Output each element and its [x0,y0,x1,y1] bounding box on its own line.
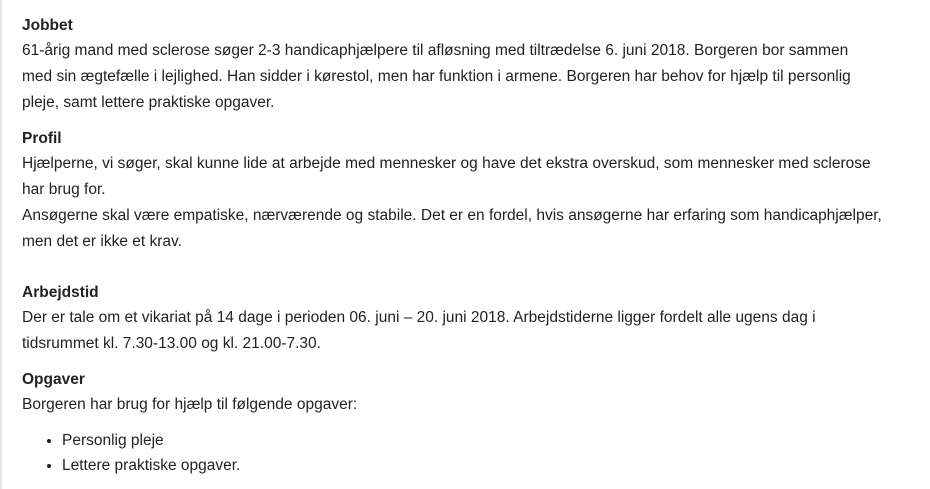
text-line: Ansøgerne skal være empatiske, nærværende og stabile. Det er en fordel, hvis ansøgerne har erfaring som handicaphjælper, [22,207,882,224]
section-profil [22,127,922,281]
list-item: • Lettere praktiske opgaver. [62,453,922,478]
section-heading: Arbejdstid [22,284,99,301]
text-line: Der er tale om et vikariat på 14 dage i perioden 06. juni – 20. juni 2018. Arbejdstiderne ligger fordelt alle ugens dag i [22,309,816,326]
section-heading: Opgaver [22,371,85,388]
task-list [22,428,922,478]
text-line: har brug for. [22,181,106,198]
job-description [22,14,922,489]
text-line: med sin ægtefælle i lejlighed. Han sidder i kørestol, men har funktion i armene. Borgeren har behov for hjælp til personlig [22,68,851,85]
left-border [0,0,2,489]
section-arbejdstid [22,281,922,357]
section-heading: Jobbet [22,17,73,34]
section-heading: Profil [22,130,62,147]
section-jobbet [22,14,922,116]
section-opgaver [22,368,922,478]
text-line: men det er ikke et krav. [22,233,182,250]
text-line: pleje, samt lettere praktiske opgaver. [22,94,275,111]
spacer [22,255,922,281]
text-line: 61-årig mand med sclerose søger 2-3 handicaphjælpere til afløsning med tiltrædelse 6. juni 2018. Borgeren bor sammen [22,42,849,59]
list-item: • Personlig pleje [62,428,922,453]
text-line: Hjælperne, vi søger, skal kunne lide at arbejde med mennesker og have det ekstra overskud, som mennesker med sclerose [22,155,871,172]
text-line: Borgeren har brug for hjælp til følgende opgaver: [22,396,358,413]
text-line: tidsrummet kl. 7.30-13.00 og kl. 21.00-7.30. [22,335,321,352]
